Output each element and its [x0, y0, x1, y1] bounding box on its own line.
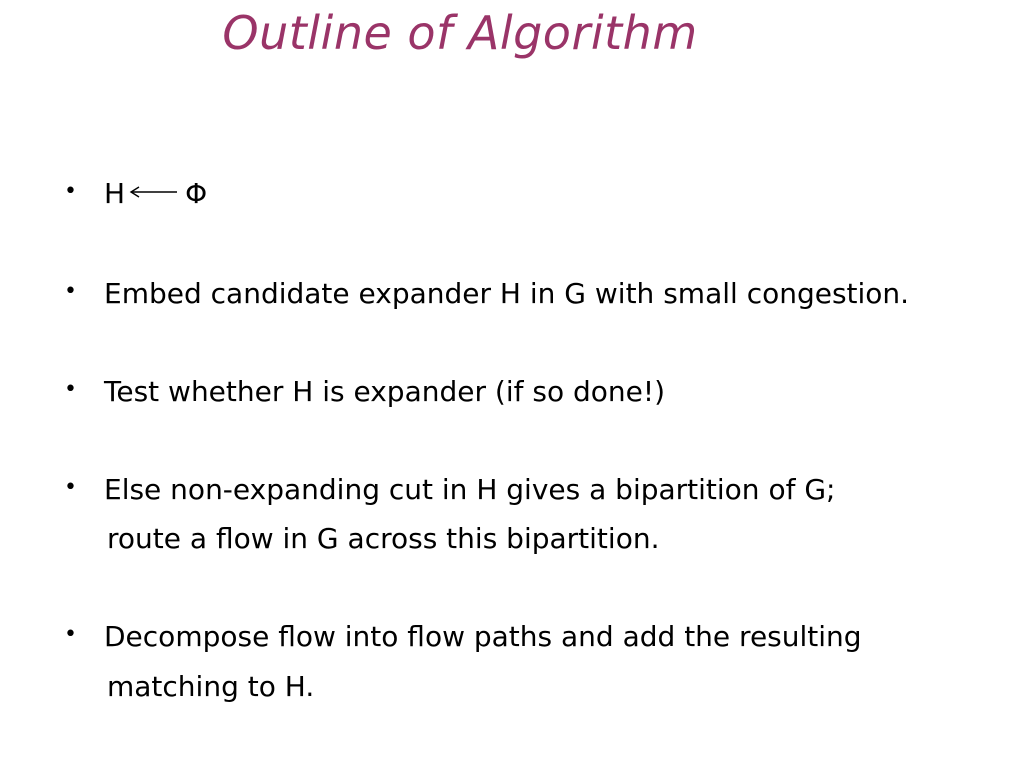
bullet-dot: •	[64, 622, 77, 647]
bullet-continuation: route a flow in G across this bipartition.	[107, 522, 660, 555]
bullet-dot: •	[64, 179, 77, 204]
bullet-item-4	[64, 474, 835, 506]
bullet-item-1	[64, 178, 207, 210]
bullet-text: Decompose flow into flow paths and add the resulting	[104, 620, 862, 653]
bullet-dot: •	[64, 475, 77, 500]
bullet-dot: •	[64, 279, 77, 304]
set-h-label: H	[104, 177, 126, 210]
bullet-text: Test whether H is expander (if so done!)	[104, 375, 665, 408]
bullet-item-3	[64, 376, 665, 408]
bullet-text: Embed candidate expander H in G with small congestion.	[104, 277, 910, 310]
slide-title: Outline of Algorithm	[222, 6, 698, 60]
left-arrow-icon	[127, 185, 179, 199]
bullet-continuation: matching to H.	[107, 670, 315, 703]
empty-set-symbol: Φ	[185, 177, 208, 210]
bullet-item-2	[64, 278, 909, 310]
bullet-text: Else non-expanding cut in H gives a bipartition of G;	[104, 473, 836, 506]
bullet-dot: •	[64, 377, 77, 402]
bullet-list	[64, 0, 1004, 768]
bullet-item-5	[64, 621, 862, 653]
